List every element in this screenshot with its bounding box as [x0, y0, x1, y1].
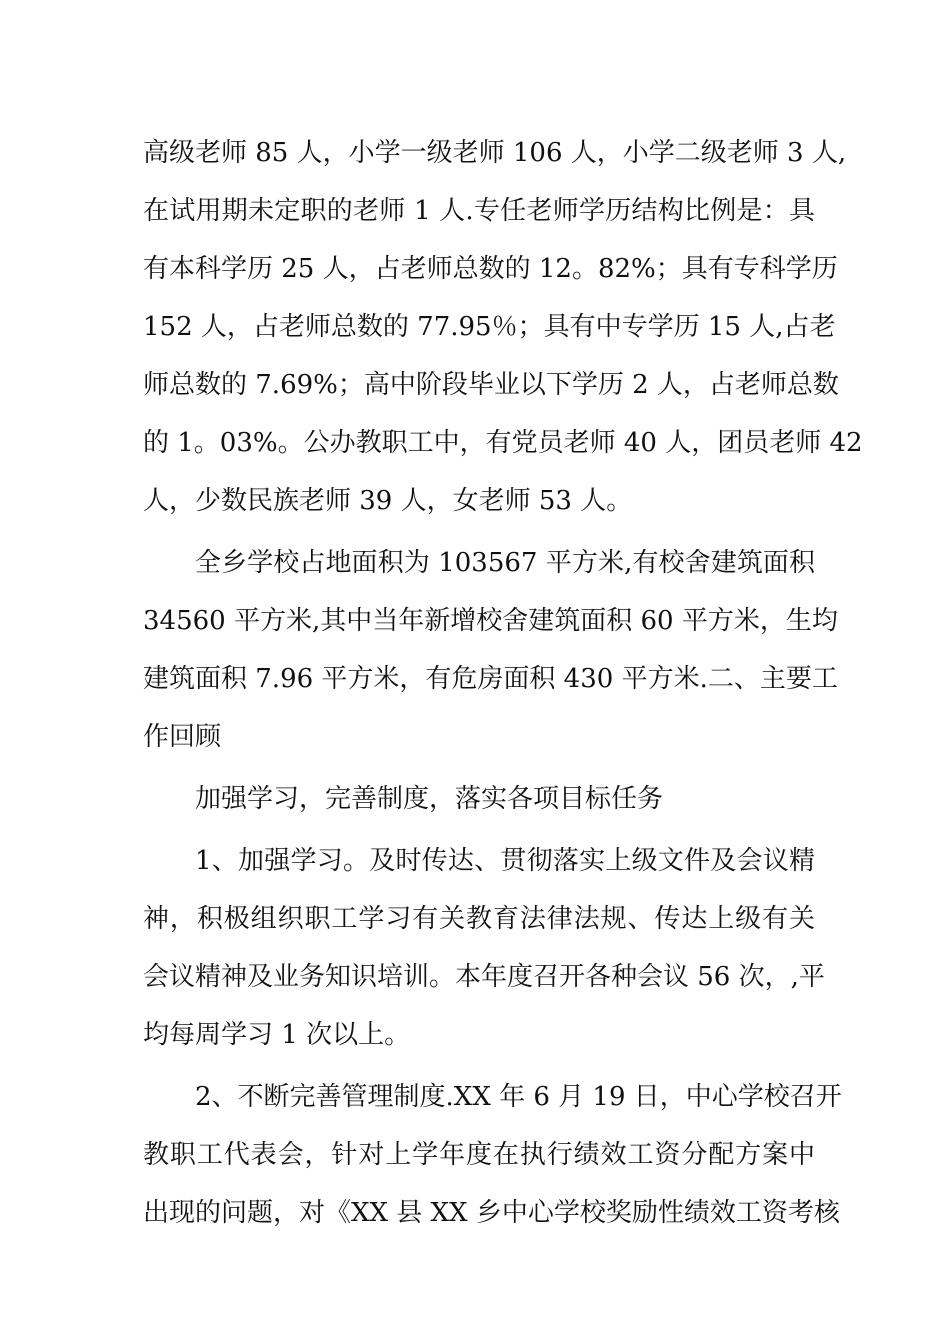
text-line: 1、加强学习。及时传达、贯彻落实上级文件及会议精 — [195, 846, 815, 876]
text-line: 在试用期未定职的老师 1 人.专任老师学历结构比例是：具 — [143, 196, 815, 226]
text-line: 建筑面积 7.96 平方米，有危房面积 430 平方米.二、主要工 — [143, 664, 838, 694]
text-line: 会议精神及业务知识培训。本年度召开各种会议 56 次，,平 — [143, 962, 825, 992]
text-line: 教职工代表会，针对上学年度在执行绩效工资分配方案中 — [143, 1140, 815, 1170]
text-line: 出现的问题，对《XX 县 XX 乡中心学校奖励性绩效工资考核 — [143, 1198, 840, 1228]
text-line: 加强学习，完善制度，落实各项目标任务 — [195, 784, 664, 814]
text-line: 152 人，占老师总数的 77.95％；具有中专学历 15 人,占老 — [143, 312, 836, 342]
text-line: 34560 平方米,其中当年新增校舍建筑面积 60 平方米，生均 — [143, 606, 838, 636]
text-line: 神，积极组织职工学习有关教育法律法规、传达上级有关 — [143, 904, 815, 934]
text-line: 有本科学历 25 人，占老师总数的 12。82%；具有专科学历 — [143, 254, 838, 284]
paragraph-staff-statistics — [143, 129, 863, 535]
text-line: 人，少数民族老师 39 人，女老师 53 人。 — [143, 486, 633, 516]
paragraph-school-area — [143, 539, 838, 771]
text-line: 2、不断完善管理制度.XX 年 6 月 19 日，中心学校召开 — [195, 1082, 842, 1112]
text-line: 作回顾 — [143, 722, 222, 752]
text-line: 的 1。03%。公办教职工中，有党员老师 40 人，团员老师 42 — [143, 428, 863, 458]
text-line: 均每周学习 1 次以上。 — [143, 1020, 411, 1050]
text-line: 全乡学校占地面积为 103567 平方米,有校舍建筑面积 — [195, 548, 815, 578]
text-line: 师总数的 7.69%；高中阶段毕业以下学历 2 人，占老师总数 — [143, 370, 839, 400]
document-body — [143, 129, 863, 1247]
paragraph-strengthen-study — [143, 837, 825, 1069]
text-line: 高级老师 85 人，小学一级老师 106 人，小学二级老师 3 人, — [143, 138, 847, 168]
section-heading — [143, 775, 815, 833]
paragraph-management-system — [143, 1073, 842, 1247]
